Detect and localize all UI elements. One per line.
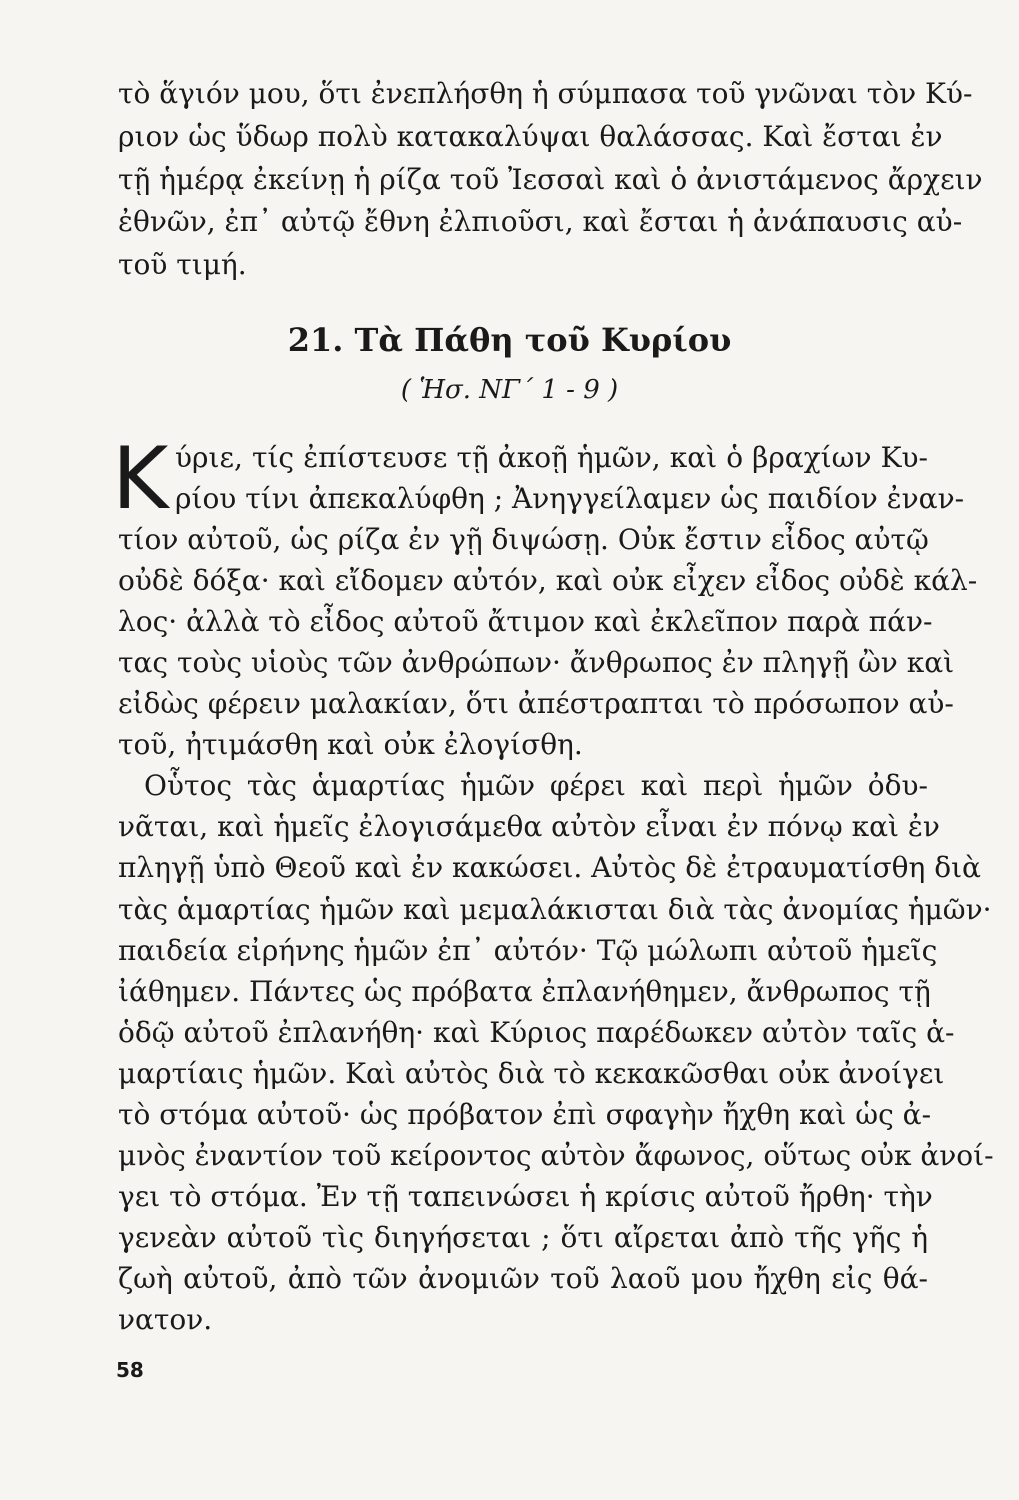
text-line: ριον ὡς ὕδωρ πολὺ κατακαλύψαι θαλάσσας. Καὶ ἔσται ἐν (118, 119, 943, 153)
text-line: εἰδὼς φέρειν μαλακίαν, ὅτι ἀπέστραπται τὸ πρόσωπον αὐ- (118, 687, 954, 721)
text-line: οὐδὲ δόξα· καὶ εἴδομεν αὐτόν, καὶ οὐκ εἶχεν εἶδος οὐδὲ κάλ- (118, 564, 978, 598)
text-line: λος· ἀλλὰ τὸ εἶδος αὐτοῦ ἄτιμον καὶ ἐκλεῖπον παρὰ πάν- (118, 605, 933, 639)
text-line: πληγῇ ὑπὸ Θεοῦ καὶ ἐν κακώσει. Αὐτὸς δὲ ἐτραυματίσθη διὰ (118, 851, 981, 885)
text-line: μαρτίαις ἡμῶν. Καὶ αὐτὸς διὰ τὸ κεκακῶσθαι οὐκ ἀνοίγει (118, 1056, 945, 1090)
text-line: τὸ ἅγιόν μου, ὅτι ἐνεπλήσθη ἡ σύμπασα τοῦ γνῶναι τὸν Κύ- (118, 77, 973, 110)
text-line: ρίου τίνι ἀπεκαλύφθη ; Ἀνηγγείλαμεν ὡς παιδίον ἐναν- (175, 482, 965, 516)
text-line: ἰάθημεν. Πάντες ὡς πρόβατα ἐπλανήθημεν, ἄνθρωπος τῇ (118, 974, 931, 1008)
text-line: ύριε, τίς ἐπίστευσε τῇ ἀκοῇ ἡμῶν, καὶ ὁ βραχίων Κυ- (175, 441, 928, 474)
text-line: τῇ ἡμέρᾳ ἐκείνῃ ἡ ρίζα τοῦ Ἰεσσαὶ καὶ ὁ ἀνιστάμενος ἄρχειν (118, 162, 983, 196)
text-line: παιδεία εἰρήνης ἡμῶν ἐπ᾽ αὐτόν· Τῷ μώλωπι αὐτοῦ ἡμεῖς (118, 933, 938, 967)
text-line: ἐθνῶν, ἐπ᾽ αὐτῷ ἔθνη ἐλπιοῦσι, καὶ ἔσται ἡ ἀνάπαυσις αὐ- (118, 205, 963, 239)
page-number: 58 (116, 1358, 144, 1382)
text-line: Οὗτος τὰς ἁμαρτίας ἡμῶν φέρει καὶ περὶ ἡμῶν ὀδυ- (144, 769, 928, 803)
section-reference: ( Ἡσ. ΝΓ΄ 1 - 9 ) (400, 375, 619, 405)
text-line: μνὸς ἐναντίον τοῦ κείροντος αὐτὸν ἄφωνος, οὕτως οὐκ ἀνοί- (118, 1138, 994, 1172)
text-line: ὁδῷ αὐτοῦ ἐπλανήθη· καὶ Κύριος παρέδωκεν αὐτὸν ταῖς ἁ- (118, 1015, 955, 1049)
drop-cap: Κ (112, 429, 169, 529)
text-line: γενεὰν αὐτοῦ τὶς διηγήσεται ; ὅτι αἴρεται ἀπὸ τῆς γῆς ἡ (118, 1220, 928, 1254)
text-line: νατον. (118, 1303, 213, 1336)
text-line: ζωὴ αὐτοῦ, ἀπὸ τῶν ἀνομιῶν τοῦ λαοῦ μου ἤχθη εἰς θά- (118, 1261, 928, 1295)
text-line: τοῦ, ἠτιμάσθη καὶ οὐκ ἐλογίσθη. (118, 728, 583, 762)
text-line: τὸ στόμα αὐτοῦ· ὡς πρόβατον ἐπὶ σφαγὴν ἤχθη καὶ ὡς ἀ- (118, 1097, 932, 1131)
text-line: νᾶται, καὶ ἡμεῖς ἐλογισάμεθα αὐτὸν εἶναι ἐν πόνῳ καὶ ἐν (118, 810, 940, 844)
text-line: τοῦ τιμή. (118, 248, 247, 282)
text-line: τίον αὐτοῦ, ὡς ρίζα ἐν γῇ διψώσῃ. Οὐκ ἔστιν εἶδος αὐτῷ (118, 523, 929, 557)
text-line: τας τοὺς υἱοὺς τῶν ἀνθρώπων· ἄνθρωπος ἐν πληγῇ ὢν καὶ (118, 646, 955, 680)
text-line: γει τὸ στόμα. Ἐν τῇ ταπεινώσει ἡ κρίσις αὐτοῦ ἤρθη· τὴν (118, 1179, 933, 1213)
section-heading: 21. Τὰ Πάθη τοῦ Κυρίου (287, 321, 732, 359)
text-line: τὰς ἁμαρτίας ἡμῶν καὶ μεμαλάκισται διὰ τὰς ἀνομίας ἡμῶν· (118, 892, 992, 926)
